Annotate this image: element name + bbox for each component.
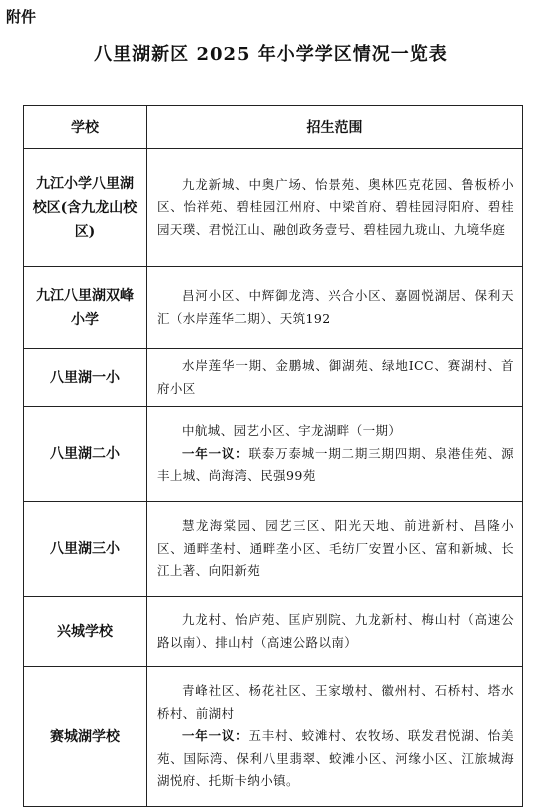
table-header-row [24,106,523,149]
range-text: 昌河小区、中辉御龙湾、兴合小区、嘉圆悦湖居、保利天汇（水岸莲华二期）、天筑192 [157,288,514,326]
enrollment-range [147,149,523,267]
table-row [24,149,523,267]
range-text: 慧龙海棠园、园艺三区、阳光天地、前进新村、昌隆小区、通畔垄村、通畔垄小区、毛纺厂安置小区、富和新城、长江上著、向阳新苑 [157,518,514,579]
range-text: 青峰社区、杨花社区、王家墩村、徽州村、石桥村、塔水桥村、前湖村 [157,683,514,721]
table-row [24,502,523,597]
annual-review-label: 一年一议： [182,445,249,461]
enrollment-range [147,267,523,349]
school-name: 九江小学八里湖校区(含九龙山校区) [24,149,147,267]
table-row [24,267,523,349]
school-name: 九江八里湖双峰小学 [24,267,147,349]
enrollment-range [147,502,523,597]
header-school: 学校 [24,106,147,149]
annual-review-label: 一年一议： [182,728,249,744]
table-row [24,667,523,807]
enrollment-range [147,597,523,667]
enrollment-range [147,667,523,807]
enrollment-range [147,349,523,407]
range-text: 九龙新城、中奥广场、怡景苑、奥林匹克花园、鲁板桥小区、怡祥苑、碧桂园江州府、中梁首府、碧桂园浔阳府、碧桂园天璞、君悦江山、融创政务壹号、碧桂园九珑山、九境华庭 [157,176,514,237]
table-row [24,597,523,667]
table-row [24,349,523,407]
school-name: 八里湖二小 [24,407,147,502]
school-name: 兴城学校 [24,597,147,667]
school-name: 赛城湖学校 [24,667,147,807]
range-text: 九龙村、怡庐苑、匡庐别院、九龙新村、梅山村（高速公路以南）、排山村（高速公路以南） [157,612,514,650]
range-text: 中航城、园艺小区、宇龙湖畔（一期） [182,423,402,439]
enrollment-range [147,407,523,502]
school-name: 八里湖一小 [24,349,147,407]
table-row [24,407,523,502]
annual-review-line [157,443,514,488]
attachment-label: 附件 [6,8,37,26]
annual-review-line [157,725,514,793]
annual-review-text: 五丰村、蛟滩村、农牧场、联发君悦湖、怡美苑、国际湾、保利八里翡翠、蛟滩小区、河缘小区、江旅城海湖悦府、托斯卡纳小镇。 [157,728,514,789]
school-name: 八里湖三小 [24,502,147,597]
document-title: 八里湖新区 2025 年小学学区情况一览表 [94,44,448,65]
range-text: 水岸莲华一期、金鹏城、御湖苑、绿地ICC、赛湖村、首府小区 [157,358,514,396]
header-range: 招生范围 [147,106,523,149]
school-district-table [23,105,523,807]
annual-review-text: 联泰万泰城一期二期三期四期、泉港佳苑、源丰上城、尚海湾、民强99苑 [157,445,514,484]
